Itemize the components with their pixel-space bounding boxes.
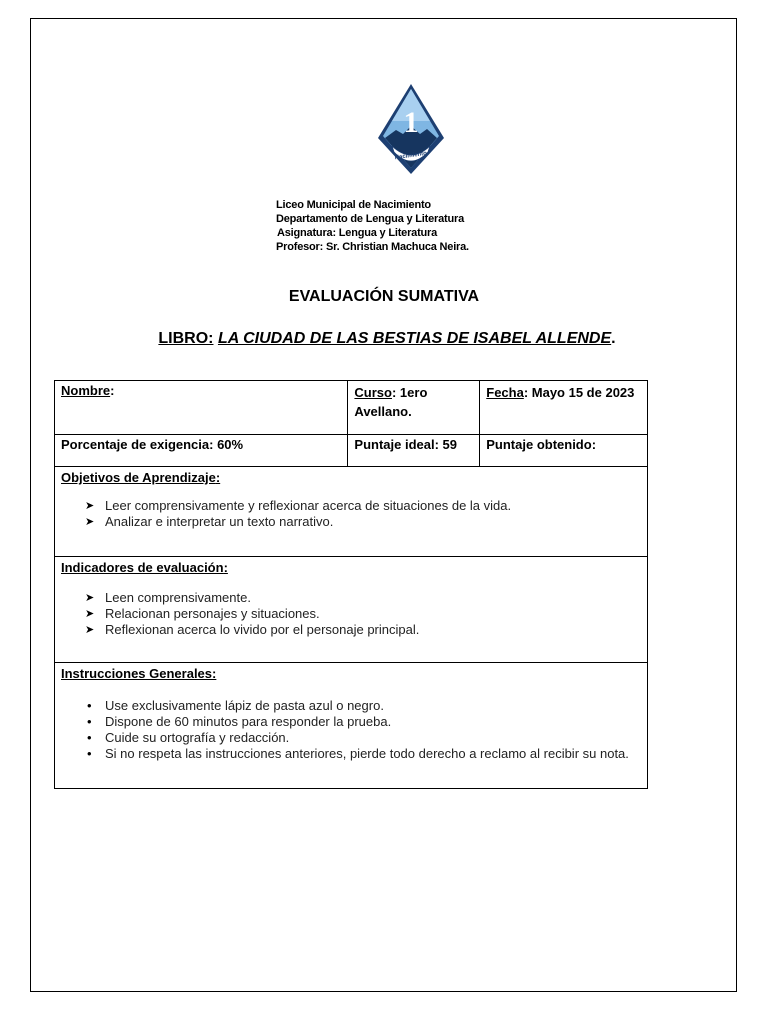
instrucciones-cell [55,663,648,789]
indicadores-title-colon: : [223,560,228,575]
indicadores-list [85,590,641,638]
fecha-cell [480,381,648,435]
list-item: ➤ Analizar e interpretar un texto narrativo. [85,514,641,530]
indicadores-title-text: Indicadores de evaluación [61,560,224,575]
list-item: ➤ Relacionan personajes y situaciones. [85,606,641,622]
list-item: ➤ Leen comprensivamente. [85,590,641,606]
table-row-identification [55,381,648,435]
list-item: • Use exclusivamente lápiz de pasta azul o negro. [85,698,641,714]
instrucciones-title: Instrucciones Generales: [61,666,217,681]
indicadores-title [61,560,641,576]
table-row-instrucciones [55,663,648,789]
list-item: ➤ Reflexionan acerca lo vivido por el personaje principal. [85,622,641,638]
school-name: Liceo Municipal de Nacimiento [276,199,431,211]
book-label: LIBRO: [158,330,214,347]
objetivos-list [85,498,641,530]
logo-numeral: 1 [403,106,419,139]
nombre-colon: : [110,383,115,398]
curso-cell [348,381,480,435]
book-title: LA CIUDAD DE LAS BESTIAS DE ISABEL ALLENDE [217,330,612,347]
logo-text: Nacimiento [394,150,428,162]
curso-label: Curso [354,385,392,400]
list-item: • Cuide su ortografía y redacción. [85,730,641,746]
nombre-label: Nombre [61,383,111,398]
book-subtitle-end: . [611,330,616,347]
school-logo [376,82,446,176]
table-row-indicadores [55,557,648,663]
department: Departamento de Lengua y Literatura [276,213,464,225]
subject: Asignatura: Lengua y Literatura [277,227,438,239]
nombre-cell[interactable] [55,381,348,435]
puntaje-ideal-cell: Puntaje ideal: 59 [348,435,480,467]
instrucciones-list [85,698,641,762]
exigencia-cell: Porcentaje de exigencia: 60% [55,435,348,467]
document-title-text: EVALUACIÓN SUMATIVA [288,288,480,305]
objetivos-title-text: Objetivos de Aprendizaje [61,470,216,485]
book-subtitle [0,330,768,348]
evaluation-table [54,380,648,789]
curso-value: : 1ero Avellano. [354,385,428,419]
teacher: Profesor: Sr. Christian Machuca Neira. [276,241,469,253]
school-header [276,198,536,254]
table-row-objetivos [55,467,648,557]
list-item: • Si no respeta las instrucciones anteriores, pierde todo derecho a reclamo al recibir su nota. [85,746,641,762]
list-item: • Dispone de 60 minutos para responder la prueba. [85,714,641,730]
document-title [0,288,768,306]
list-item: ➤ Leer comprensivamente y reflexionar acerca de situaciones de la vida. [85,498,641,514]
indicadores-cell [55,557,648,663]
puntaje-obtenido-cell[interactable]: Puntaje obtenido: [480,435,648,467]
objetivos-title-colon: : [215,470,221,485]
objetivos-cell [55,467,648,557]
fecha-label: Fecha [486,385,524,400]
objetivos-title [61,470,641,486]
fecha-value: : Mayo 15 de 2023 [523,385,635,400]
table-row-scores [55,435,648,467]
